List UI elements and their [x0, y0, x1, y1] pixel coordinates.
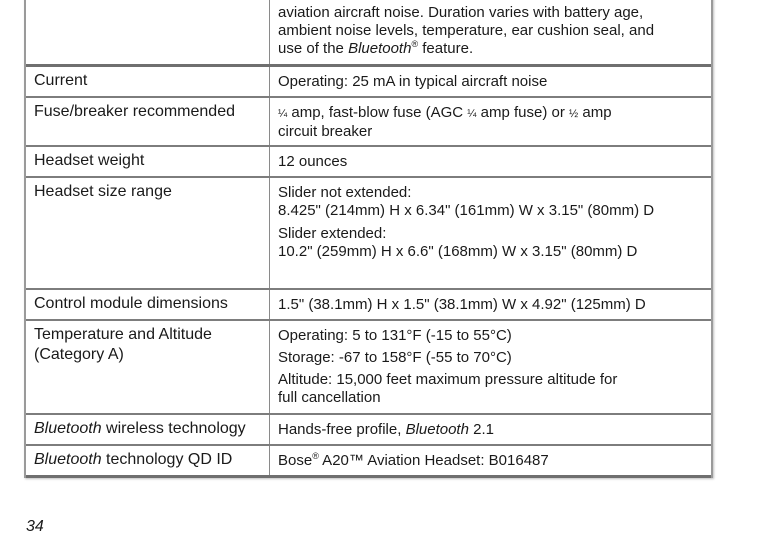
text: wireless technology — [101, 420, 246, 437]
row-value — [270, 446, 711, 475]
row-value: 12 ounces — [278, 153, 348, 170]
label-line: Temperature and Altitude — [34, 326, 212, 343]
row-value — [270, 415, 711, 444]
text: amp fuse) or — [476, 104, 569, 121]
row-label — [26, 446, 270, 475]
text: use of the — [278, 40, 349, 57]
specifications-table — [24, 0, 713, 478]
bluetooth-italic: Bluetooth — [405, 421, 469, 438]
table-row-fuse — [26, 98, 711, 147]
value-line: Operating: 5 to 131°F (-15 to 55°C) — [278, 327, 512, 344]
row-label: Control module dimensions — [26, 290, 270, 319]
value-line — [278, 104, 703, 123]
value-line: Slider not extended: — [278, 184, 412, 201]
fraction-quarter: ¼ — [278, 108, 288, 120]
text: A20™ Aviation Headset: B016487 — [318, 452, 549, 469]
value-line: 10.2" (259mm) H x 6.6" (168mm) W x 3.15" (80mm) D — [278, 243, 638, 260]
text: technology QD ID — [101, 451, 233, 468]
table-row-bluetooth-tech — [26, 415, 711, 446]
row-value — [270, 321, 711, 413]
bluetooth-italic: Bluetooth — [348, 40, 412, 57]
row-label: Headset weight — [26, 147, 270, 176]
text: amp — [578, 104, 612, 121]
table-row-qd-id — [26, 446, 711, 478]
fraction-quarter: ¼ — [467, 108, 477, 120]
value-line — [278, 40, 703, 58]
table-row-control-module — [26, 290, 711, 321]
table-row-weight — [26, 147, 711, 178]
value-line: full cancellation — [278, 389, 381, 406]
table-row-size-range — [26, 178, 711, 290]
row-label — [26, 321, 270, 413]
table-row-current — [26, 67, 711, 98]
value-line: Storage: -67 to 158°F (-55 to 70°C) — [278, 349, 512, 366]
row-value: Operating: 25 mA in typical aircraft noise — [278, 73, 548, 90]
text: feature. — [418, 40, 474, 57]
registered-mark: ® — [312, 451, 319, 461]
table-row-temperature — [26, 321, 711, 415]
value-line: circuit breaker — [278, 123, 373, 140]
value-line: Slider extended: — [278, 225, 387, 242]
text: 2.1 — [468, 421, 494, 438]
value-line: Altitude: 15,000 feet maximum pressure altitude for — [278, 371, 618, 388]
bluetooth-italic: Bluetooth — [34, 420, 102, 437]
row-label — [26, 415, 270, 444]
table-row-battery-life — [26, 0, 711, 67]
text: amp, fast-blow fuse (AGC — [291, 104, 468, 121]
row-label: Current — [26, 67, 270, 96]
row-value-battery-life — [270, 0, 711, 64]
registered-mark: ® — [411, 39, 419, 49]
label-line: (Category A) — [34, 346, 124, 363]
row-value — [270, 98, 711, 145]
fraction-half: ½ — [569, 108, 579, 120]
value-line: ambient noise levels, temperature, ear cushion seal, and — [278, 22, 655, 39]
text: Bose — [278, 452, 313, 469]
row-value: 1.5" (38.1mm) H x 1.5" (38.1mm) W x 4.92" (125mm) D — [278, 296, 646, 313]
text: Hands-free profile, — [278, 421, 406, 438]
row-value — [270, 178, 711, 288]
bluetooth-italic: Bluetooth — [34, 451, 102, 468]
page-number: 34 — [26, 518, 44, 535]
value-line: 8.425" (214mm) H x 6.34" (161mm) W x 3.15" (80mm) D — [278, 202, 655, 219]
row-label-partial — [26, 0, 270, 64]
value-line: aviation aircraft noise. Duration varies with battery age, — [278, 4, 644, 21]
row-label: Headset size range — [26, 178, 270, 288]
row-label: Fuse/breaker recommended — [26, 98, 270, 145]
